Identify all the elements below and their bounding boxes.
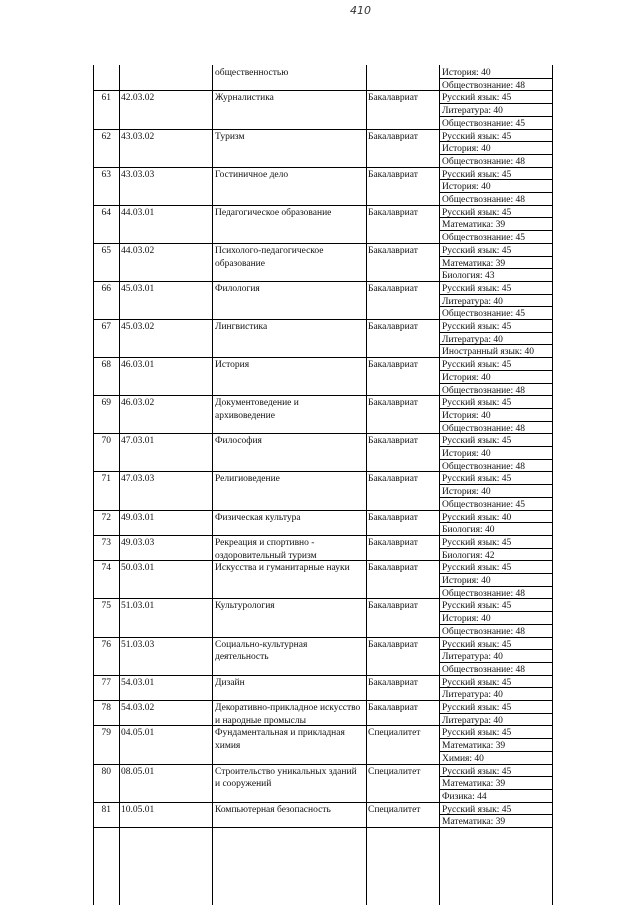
row-divider xyxy=(93,700,553,701)
education-level: Бакалавриат xyxy=(368,474,418,485)
subject-score: Литература: 40 xyxy=(442,715,503,726)
row-number: 73 xyxy=(101,537,111,548)
program-name: Рекреация и спортивно - xyxy=(215,537,315,548)
row-number: 79 xyxy=(101,728,111,739)
subject-score: История: 40 xyxy=(442,449,491,459)
education-level: Бакалавриат xyxy=(368,563,418,574)
row-divider xyxy=(93,395,553,396)
row-divider xyxy=(93,802,553,803)
program-name: Компьютерная безопасность xyxy=(215,804,331,815)
row-divider xyxy=(93,675,553,676)
row-divider xyxy=(93,827,553,828)
program-code: 51.03.03 xyxy=(121,639,155,650)
program-name: Туризм xyxy=(215,131,245,142)
program-name: Декоративно-прикладное искусство xyxy=(215,703,361,713)
row-divider xyxy=(93,510,553,511)
subject-divider xyxy=(439,624,552,625)
subject-score: Физика: 44 xyxy=(442,791,487,802)
subject-divider xyxy=(439,611,552,612)
subject-score: История: 40 xyxy=(442,144,491,155)
program-name: образование xyxy=(215,258,265,269)
subject-score: Математика: 39 xyxy=(442,220,506,231)
program-name: Филология xyxy=(215,283,260,294)
subject-score: Русский язык: 45 xyxy=(442,322,512,332)
program-code: 49.03.03 xyxy=(121,537,155,548)
row-divider xyxy=(93,205,553,206)
row-number: 62 xyxy=(101,131,111,142)
subject-score: Русский язык: 45 xyxy=(442,169,512,180)
row-number: 61 xyxy=(101,93,111,104)
row-divider xyxy=(93,243,553,244)
row-number: 66 xyxy=(101,283,111,294)
column-border xyxy=(119,65,120,905)
subject-score: История: 40 xyxy=(442,68,491,78)
education-level: Бакалавриат xyxy=(368,677,418,688)
program-name: Фундаментальная и прикладная xyxy=(215,728,345,739)
program-code: 42.03.02 xyxy=(121,93,155,104)
row-number: 64 xyxy=(101,207,111,218)
program-code: 45.03.01 xyxy=(121,283,155,294)
subject-score: Литература: 40 xyxy=(442,106,503,117)
subject-score: Русский язык: 45 xyxy=(442,677,512,688)
row-number: 72 xyxy=(101,512,111,523)
program-code: 04.05.01 xyxy=(121,728,155,739)
program-name: Журналистика xyxy=(215,93,274,104)
subject-score: Биология: 40 xyxy=(442,525,495,536)
row-divider xyxy=(93,129,553,130)
education-level: Бакалавриат xyxy=(368,398,418,409)
subject-score: Обществознание: 45 xyxy=(442,499,525,510)
subject-score: Обществознание: 45 xyxy=(442,118,525,129)
subject-score: Русский язык: 45 xyxy=(442,207,512,218)
subject-divider xyxy=(439,459,552,460)
subject-score: Русский язык: 45 xyxy=(442,728,512,739)
program-name: Религиоведение xyxy=(215,474,280,485)
subject-divider xyxy=(439,586,552,587)
row-number: 71 xyxy=(101,474,111,485)
row-number: 81 xyxy=(101,804,111,815)
subject-divider xyxy=(439,751,552,752)
education-level: Специалитет xyxy=(368,766,421,777)
row-number: 67 xyxy=(101,322,111,332)
subject-divider xyxy=(439,306,552,307)
education-level: Бакалавриат xyxy=(368,283,418,294)
program-code: 47.03.03 xyxy=(121,474,155,485)
row-divider xyxy=(93,90,553,91)
program-code: 46.03.01 xyxy=(121,360,155,371)
subject-score: История: 40 xyxy=(442,576,491,586)
subject-divider xyxy=(439,217,552,218)
row-divider xyxy=(93,167,553,168)
subject-divider xyxy=(439,421,552,422)
program-name: Строительство уникальных зданий xyxy=(215,766,357,777)
subject-score: Русский язык: 45 xyxy=(442,766,512,777)
program-name: Педагогическое образование xyxy=(215,207,332,218)
subject-score: Русский язык: 45 xyxy=(442,283,512,294)
program-name: Физическая культура xyxy=(215,512,301,523)
row-number: 74 xyxy=(101,563,111,574)
subject-score: Обществознание: 48 xyxy=(442,385,525,396)
subject-score: Русский язык: 40 xyxy=(442,512,512,523)
program-code: 10.05.01 xyxy=(121,804,155,815)
subject-divider xyxy=(439,141,552,142)
row-divider xyxy=(93,535,553,536)
subject-score: Обществознание: 48 xyxy=(442,626,525,637)
subject-score: Русский язык: 45 xyxy=(442,398,512,409)
row-number: 77 xyxy=(101,677,111,688)
education-level: Бакалавриат xyxy=(368,245,418,256)
subject-divider xyxy=(439,332,552,333)
program-code: 54.03.02 xyxy=(121,703,155,713)
program-name: Лингвистика xyxy=(215,322,268,332)
program-name: оздоровительный туризм xyxy=(215,550,317,561)
program-code: 45.03.02 xyxy=(121,322,155,332)
subject-divider xyxy=(439,383,552,384)
subject-divider xyxy=(439,573,552,574)
program-name: архивоведение xyxy=(215,410,275,421)
subject-divider xyxy=(439,687,552,688)
subject-score: Русский язык: 45 xyxy=(442,245,512,256)
row-number: 78 xyxy=(101,703,111,713)
row-number: 80 xyxy=(101,766,111,777)
page-number: 410 xyxy=(350,4,371,17)
subject-divider xyxy=(439,256,552,257)
education-level: Бакалавриат xyxy=(368,601,418,612)
education-level: Бакалавриат xyxy=(368,169,418,180)
education-level: Бакалавриат xyxy=(368,436,418,447)
row-divider xyxy=(93,471,553,472)
program-name: Гостиничное дело xyxy=(215,169,289,180)
subject-divider xyxy=(439,776,552,777)
program-name: Искусства и гуманитарные науки xyxy=(215,563,350,574)
program-name: Культурология xyxy=(215,601,275,612)
row-divider xyxy=(93,598,553,599)
education-level: Бакалавриат xyxy=(368,639,418,650)
subject-divider xyxy=(439,497,552,498)
row-number: 70 xyxy=(101,436,111,447)
subject-score: Русский язык: 45 xyxy=(442,360,512,371)
education-level: Бакалавриат xyxy=(368,322,418,332)
row-divider xyxy=(93,560,553,561)
subject-divider xyxy=(439,230,552,231)
program-name: Документоведение и xyxy=(215,398,299,409)
subject-score: Русский язык: 45 xyxy=(442,804,512,815)
program-name: деятельность xyxy=(215,652,269,663)
education-level: Бакалавриат xyxy=(368,703,418,713)
subject-divider xyxy=(439,103,552,104)
subject-divider xyxy=(439,179,552,180)
row-number: 63 xyxy=(101,169,111,180)
column-border xyxy=(552,65,553,905)
subject-divider xyxy=(439,78,552,79)
subject-score: Обществознание: 48 xyxy=(442,156,525,167)
education-level: Бакалавриат xyxy=(368,537,418,548)
subject-score: Русский язык: 45 xyxy=(442,639,512,650)
row-divider xyxy=(93,725,553,726)
program-code: 47.03.01 xyxy=(121,436,155,447)
program-code: 43.03.02 xyxy=(121,131,155,142)
education-level: Бакалавриат xyxy=(368,360,418,371)
subject-score: Иностранный язык: 40 xyxy=(442,347,535,358)
subject-score: Русский язык: 45 xyxy=(442,703,512,713)
row-divider xyxy=(93,433,553,434)
program-code: 44.03.01 xyxy=(121,207,155,218)
education-level: Бакалавриат xyxy=(368,512,418,523)
subject-score: Обществознание: 48 xyxy=(442,664,525,675)
row-number: 69 xyxy=(101,398,111,409)
program-code: 49.03.01 xyxy=(121,512,155,523)
subject-score: Математика: 39 xyxy=(442,258,506,269)
subject-divider xyxy=(439,268,552,269)
row-divider xyxy=(93,281,553,282)
program-code: 08.05.01 xyxy=(121,766,155,777)
subject-score: Русский язык: 45 xyxy=(442,131,512,142)
row-number: 76 xyxy=(101,639,111,650)
subject-score: Русский язык: 45 xyxy=(442,537,512,548)
subject-divider xyxy=(439,408,552,409)
subject-divider xyxy=(439,738,552,739)
subject-score: Обществознание: 48 xyxy=(442,461,525,472)
subject-score: Химия: 40 xyxy=(442,753,484,764)
education-level: Специалитет xyxy=(368,804,421,815)
row-divider xyxy=(93,637,553,638)
subject-score: История: 40 xyxy=(442,372,491,383)
subject-score: Обществознание: 48 xyxy=(442,80,525,91)
column-border xyxy=(366,65,367,905)
program-name: Философия xyxy=(215,436,262,447)
subject-divider xyxy=(439,116,552,117)
subject-divider xyxy=(439,662,552,663)
subject-score: История: 40 xyxy=(442,614,491,625)
subject-score: Биология: 42 xyxy=(442,550,495,561)
education-level: Бакалавриат xyxy=(368,93,418,104)
subject-divider xyxy=(439,649,552,650)
subject-divider xyxy=(439,522,552,523)
subject-score: Математика: 39 xyxy=(442,741,506,752)
subject-divider xyxy=(439,789,552,790)
subject-score: История: 40 xyxy=(442,410,491,421)
education-level: Специалитет xyxy=(368,728,421,739)
row-divider xyxy=(93,357,553,358)
subject-score: Обществознание: 45 xyxy=(442,233,525,244)
subject-score: Русский язык: 45 xyxy=(442,436,512,447)
subject-score: История: 40 xyxy=(442,487,491,498)
column-border xyxy=(212,65,213,905)
program-name: общественностью xyxy=(215,68,289,78)
subject-divider xyxy=(439,192,552,193)
program-code: 54.03.01 xyxy=(121,677,155,688)
subject-divider xyxy=(439,344,552,345)
subject-divider xyxy=(439,814,552,815)
subject-score: Обществознание: 48 xyxy=(442,195,525,205)
program-code: 43.03.03 xyxy=(121,169,155,180)
subject-divider xyxy=(439,548,552,549)
subject-score: Литература: 40 xyxy=(442,690,503,701)
subject-divider xyxy=(439,294,552,295)
row-divider xyxy=(93,319,553,320)
subject-divider xyxy=(439,446,552,447)
subject-divider xyxy=(439,713,552,714)
program-name: и сооружений xyxy=(215,779,272,790)
subject-score: Русский язык: 45 xyxy=(442,563,512,574)
program-code: 51.03.01 xyxy=(121,601,155,612)
subject-score: Литература: 40 xyxy=(442,652,503,663)
subject-divider xyxy=(439,484,552,485)
program-name: и народные промыслы xyxy=(215,715,307,726)
subject-score: Обществознание: 48 xyxy=(442,588,525,599)
subject-divider xyxy=(439,154,552,155)
subject-score: Литература: 40 xyxy=(442,334,503,345)
row-number: 65 xyxy=(101,245,111,256)
row-number: 75 xyxy=(101,601,111,612)
subject-score: История: 40 xyxy=(442,182,491,193)
subject-divider xyxy=(439,370,552,371)
subject-score: Русский язык: 45 xyxy=(442,601,512,612)
subject-score: Биология: 43 xyxy=(442,271,495,282)
subject-score: Обществознание: 48 xyxy=(442,423,525,434)
program-code: 50.03.01 xyxy=(121,563,155,574)
subject-score: Математика: 39 xyxy=(442,817,506,828)
subject-score: Русский язык: 45 xyxy=(442,93,512,104)
subject-score: Русский язык: 45 xyxy=(442,474,512,485)
program-code: 44.03.02 xyxy=(121,245,155,256)
education-level: Бакалавриат xyxy=(368,131,418,142)
subject-score: Обществознание: 45 xyxy=(442,309,525,320)
subject-score: Математика: 39 xyxy=(442,779,506,790)
education-level: Бакалавриат xyxy=(368,207,418,218)
row-divider xyxy=(93,764,553,765)
program-name: химия xyxy=(215,741,241,752)
program-name: Дизайн xyxy=(215,677,245,688)
program-name: Социально-культурная xyxy=(215,639,308,650)
subject-score: Литература: 40 xyxy=(442,296,503,307)
program-name: История xyxy=(215,360,250,371)
program-code: 46.03.02 xyxy=(121,398,155,409)
row-number: 68 xyxy=(101,360,111,371)
program-name: Психолого-педагогическое xyxy=(215,245,324,256)
